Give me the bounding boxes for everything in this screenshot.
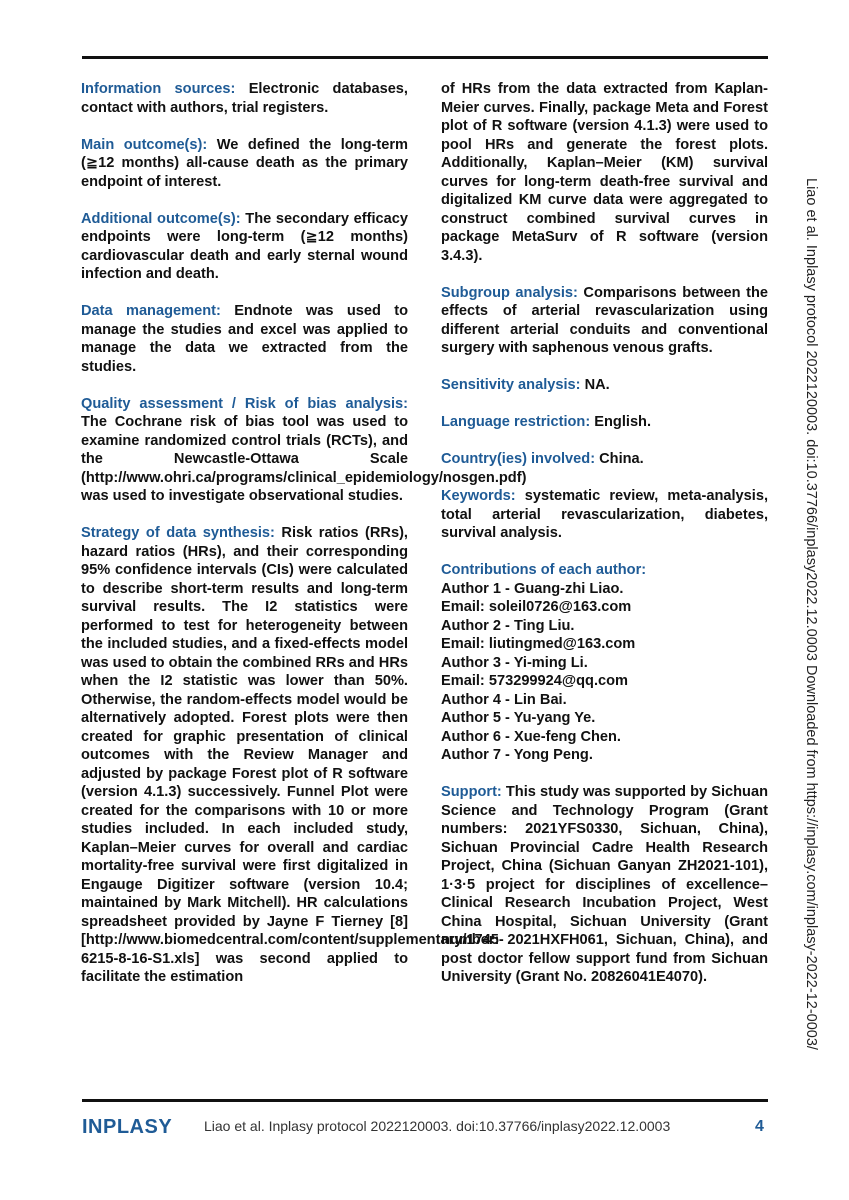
section-label: Additional outcome(s): [81, 210, 241, 227]
section-text: NA. [584, 377, 610, 393]
author-line: Author 4 - Lin Bai. [441, 691, 567, 708]
section-language-restriction [441, 413, 768, 432]
email-line: Email: soleil0726@163.com [441, 599, 632, 615]
footer-citation: Liao et al. Inplasy protocol 2022120003. doi:10.37766/inplasy2022.12.0003 [204, 1118, 671, 1134]
section-label: Language restriction: [441, 414, 591, 430]
journal-brand: INPLASY [82, 1116, 173, 1138]
author-line: Author 5 - Yu-yang Ye. [441, 710, 596, 726]
section-label: Information sources: [81, 81, 236, 97]
side-download-notice: Liao et al. Inplasy protocol 2022120003. doi:10.37766/inplasy2022.12.0003 Downloaded from https://inplasy.com/inplasy-2022-12-0003/ [803, 178, 819, 1050]
section-text: We defined the long-term (≧12 months) all-cause death as the primary endpoint of interest. [81, 136, 408, 190]
section-text: The secondary efficacy endpoints were long-term (≧12 months) cardiovascular death and early sternal wound infection and death. [81, 210, 409, 282]
section-label: Contributions of each author: [441, 562, 647, 578]
section-information-sources [81, 80, 408, 117]
section-subgroup-analysis [441, 284, 768, 358]
section-text: Electronic databases, contact with authors, trial registers. [81, 81, 408, 116]
author-line: Author 3 - Yi-ming Li. [441, 654, 588, 671]
section-support [441, 783, 768, 987]
section-label: Keywords: [441, 488, 516, 504]
section-text: The Cochrane risk of bias tool was used to examine randomized control trials (RCTs), and the Newcastle-Ottawa Scale (http://www.ohri.ca/programs/clinical_epidemiology/nosgen.pdf) was used to investigate observational studies. [81, 414, 527, 504]
section-text: This study was supported by Sichuan Science and Technology Program (Grant numbers: 2021YFS0330, Sichuan, China), Sichuan Provincial Cadre Health Research Project, China (Sichuan Ganyan ZH2021-101), 1·3·5 project for disciplines of excellence–Clinical Research Incubation Project, West China Hospital, Sichuan University (Grant number: 2021HXFH061, Sichuan, China), and post doctor fellow support fund from Sichuan University (Grant No. 20826041E4070). [441, 784, 768, 985]
section-label: Subgroup analysis: [441, 284, 578, 301]
section-label: Strategy of data synthesis: [81, 525, 275, 541]
section-label: Main outcome(s): [81, 136, 208, 153]
section-label: Support: [441, 784, 502, 800]
section-text: English. [594, 414, 652, 430]
section-text: systematic review, meta-analysis, total arterial revascularization, diabetes, survival analysis. [441, 488, 768, 541]
section-label: Country(ies) involved: [441, 451, 596, 467]
email-line: Email: 573299924@qq.com [441, 673, 629, 689]
author-line: Author 2 - Ting Liu. [441, 617, 575, 634]
section-contributions [441, 561, 768, 765]
section-text: Risk ratios (RRs), hazard ratios (HRs), and their corresponding 95% confidence intervals (CIs) were calculated to describe short-term results and long-term survival results. The I2 statistics were performed to test for heterogeneity between the included studies, and a fixed-effects model was used to obtain the combined RRs and HRs when the I2 statistic was lower than 50%. Otherwise, the random-effects model would be alternatively adopted. Forest plots were then created for graphic presentation of clinical outcomes with the Review Manager and adjusted by package Forest plot of R software (version 4.1.3) successively. Funnel Plot were created for the comparisons with 10 or more studies included. In each included study, Kaplan–Meier curves for overall and cardiac mortality-free survival were first digitalized in Engauge Digitizer software (version 10.4; maintained by Mark Mitchell). HR calculations spreadsheet provided by Jayne F Tierney [8] [http://www.biomedcentral.com/content/supplementary/1745-6215-8-16-S1.xls] was second applied to facilitate the estimation [81, 525, 504, 985]
section-text: of HRs from the data extracted from Kaplan-Meier curves. Finally, package Meta and Forest plot of R software (version 4.1.3) were used to pool HRs and generate the forest plots. Additionally, Kaplan–Meier (KM) survival curves for long-term death-free survival and digitalized KM curve data were aggregated to construct combined survival curves in package MetaSurv of R software (version 3.4.3). [441, 81, 768, 264]
section-keywords [441, 487, 768, 543]
bottom-rule [82, 1099, 768, 1102]
right-column [441, 80, 768, 1005]
page-number: 4 [755, 1118, 764, 1135]
section-main-outcomes [81, 136, 408, 192]
section-text: Endnote was used to manage the studies and excel was applied to manage the data we extracted from the studies. [81, 303, 408, 375]
section-data-synthesis-continued [441, 80, 768, 265]
email-line: Email: liutingmed@163.com [441, 636, 636, 652]
section-label: Sensitivity analysis: [441, 377, 581, 393]
section-text: Comparisons between the effects of arterial revascularization using different arterial conduits and conventional surgery with saphenous venous grafts. [441, 284, 768, 356]
section-text: China. [599, 451, 644, 467]
section-sensitivity-analysis [441, 376, 768, 395]
section-additional-outcomes [81, 210, 408, 284]
author-line: Author 1 - Guang-zhi Liao. [441, 580, 624, 597]
author-line: Author 6 - Xue-feng Chen. [441, 728, 621, 745]
section-data-management [81, 302, 408, 376]
section-label: Quality assessment / Risk of bias analysis: [81, 395, 408, 412]
section-countries [441, 450, 768, 469]
section-label: Data management: [81, 303, 221, 319]
author-line: Author 7 - Yong Peng. [441, 747, 593, 763]
top-rule [82, 56, 768, 59]
